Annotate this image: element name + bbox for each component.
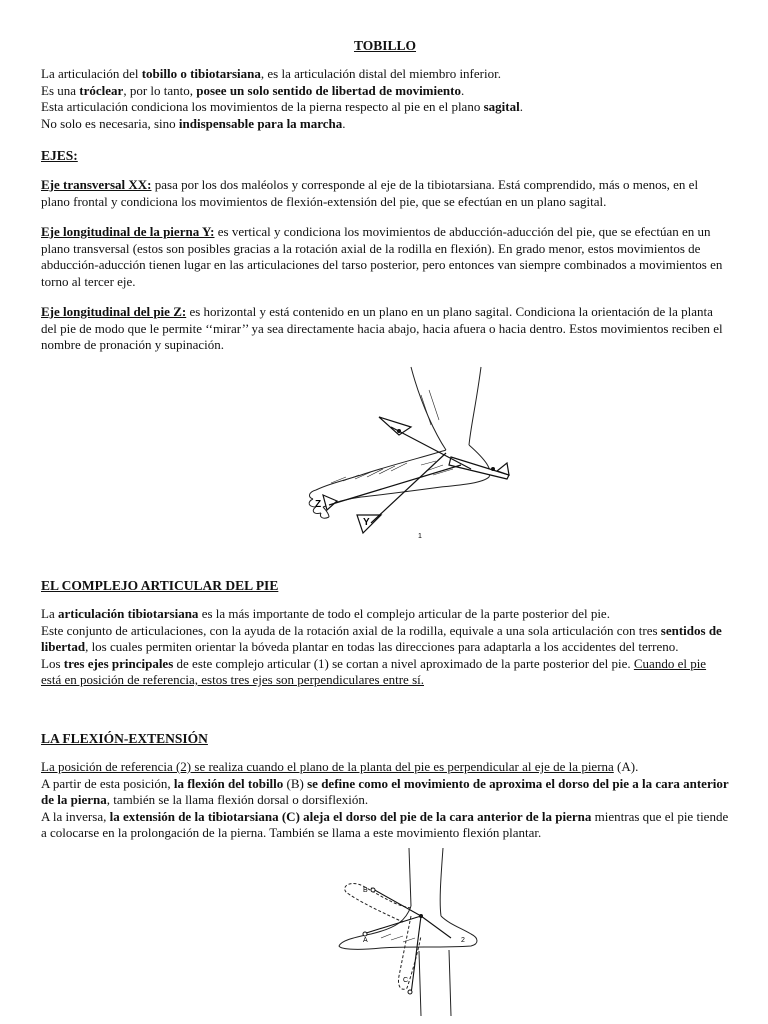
pivot-point: [419, 914, 423, 918]
axis-y-paragraph: [41, 224, 729, 290]
figure-foot-axes: [271, 365, 516, 543]
flexion-underlined: La posición de referencia (2) se realiza cuando el plano de la planta del pie es perpendicular al eje de la pierna: [41, 759, 614, 774]
axis-y-label: Eje longitudinal de la pierna Y:: [41, 224, 215, 239]
intro-text: , por lo tanto,: [123, 82, 197, 98]
intro-bold: indispensable para la marcha: [178, 115, 343, 131]
axis-z-paragraph: [41, 304, 729, 354]
complejo-text: Los: [41, 655, 64, 671]
complejo-underlined: Cuando el pie está en posición de referencia, estos tres ejes son perpendiculares entre sí.: [41, 655, 707, 687]
flexion-bold: la extensión de la tibiotarsiana (C) aleja el dorso del pie de la cara anterior de la pierna: [109, 808, 592, 824]
intro-bold: posee un solo sentido de libertad de movimiento: [196, 82, 461, 98]
axis-z-text: es horizontal y está contenido en un plano en un plano sagital. Condiciona la orientación de la planta del pie de modo que le permite ‘‘mirar’’ ya sea directamente hacia abajo, hacia afuera o hacia dentro. Estos movimientos reciben el nombre de pronación y supinación.: [41, 304, 723, 352]
complejo-text: es la más importante de todo el complejo articular de la parte posterior del pie.: [198, 606, 610, 621]
flexion-text: A la inversa,: [41, 808, 110, 824]
complejo-text: Este conjunto de articulaciones, con la ayuda de la rotación axial de la rodilla, equivale a una sola articulación con tres: [41, 622, 661, 638]
axis-point: [397, 429, 401, 433]
complejo-bold: tres ejes principales: [63, 655, 174, 671]
complejo-bold: sentidos de libertad: [41, 622, 722, 654]
axis-y-text: es vertical y condiciona los movimientos de abducción-aducción del pie, que se efectúan en un plano transversal (estos son posibles gracias a la rotación axial de la rodilla en flexión). En grado menor, estos movimientos de abducción-aducción tienen lugar en las articulaciones del tarso posterior, pero entonces van siempre combinados a movimientos en torno al tercer eje.: [41, 224, 723, 289]
intro-text: , es la articulación distal del miembro inferior.: [260, 66, 501, 81]
axis-x-paragraph: [41, 177, 729, 210]
figure-number-1: 1: [418, 533, 422, 540]
foot-axes-illustration: [271, 365, 516, 543]
point-a: [363, 932, 367, 936]
section-heading-complejo: EL COMPLEJO ARTICULAR DEL PIE: [41, 578, 279, 593]
axis-z-label: Eje longitudinal del pie Z:: [41, 304, 187, 319]
flexion-paragraph: [41, 759, 729, 842]
figure-number-2: 2: [461, 937, 465, 944]
complejo-text: La: [41, 606, 58, 621]
point-c: [408, 990, 412, 994]
axis-x-label: Eje transversal XX:: [41, 177, 152, 192]
section-heading-flexion: LA FLEXIÓN-EXTENSIÓN: [41, 731, 208, 746]
label-b: B: [363, 887, 368, 894]
point-b: [371, 888, 375, 892]
axis-x-text: pasa por los dos maléolos y corresponde al eje de la tibiotarsiana. Está comprendido, más o menos, en el plano frontal y condiciona los movimientos de flexión-extensión del pie, que se efectúan en un plano sagital.: [41, 177, 699, 209]
complejo-text: de este complejo articular (1) se cortan a nivel aproximado de la parte posterior del pie.: [173, 655, 634, 671]
intro-text: .: [519, 99, 523, 114]
flexion-text: A partir de esta posición,: [41, 775, 174, 791]
intro-bold: tróclear: [79, 82, 124, 98]
intro-bold: sagital: [483, 99, 520, 114]
flexion-text: mientras que el pie tiende a colocarse en la prolongación de la pierna. También se llama a este movimiento flexión plantar.: [41, 808, 729, 840]
intro-text: Esta articulación condiciona los movimientos de la pierna respecto al pie en el plano: [41, 99, 484, 114]
label-y: Y: [363, 517, 370, 528]
flexion-bold: se define como el movimiento de aproxima el dorso del pie a la cara anterior de la pierna: [41, 775, 729, 807]
flexion-text: , también se la llama flexión dorsal o dorsiflexión.: [106, 792, 369, 807]
flexion-text: (B): [283, 775, 308, 791]
intro-text: .: [342, 115, 346, 131]
axis-point: [491, 467, 495, 471]
intro-text: .: [460, 82, 465, 98]
intro-paragraph: [41, 66, 729, 132]
page-title: TOBILLO: [353, 38, 417, 53]
complejo-paragraph: [41, 606, 729, 689]
flexion-text: (A).: [613, 759, 639, 774]
label-z: Z: [315, 499, 322, 510]
intro-text: No solo es necesaria, sino: [41, 115, 179, 131]
complejo-bold: articulación tibiotarsiana: [57, 606, 199, 621]
figure-flexion-extension: [311, 846, 496, 1018]
label-a: A: [363, 937, 368, 944]
flexion-extension-illustration: [311, 846, 496, 1018]
flexion-bold: la flexión del tobillo: [173, 775, 284, 791]
intro-text: La articulación del: [41, 66, 142, 81]
label-c: C: [403, 977, 409, 984]
complejo-text: , los cuales permiten orientar la bóveda plantar en todas las direcciones para adaptarla a los accidentes del terreno.: [85, 639, 679, 654]
intro-text: Es una: [41, 82, 80, 98]
intro-bold: tobillo o tibiotarsiana: [141, 66, 261, 81]
section-heading-ejes: EJES:: [41, 148, 78, 163]
